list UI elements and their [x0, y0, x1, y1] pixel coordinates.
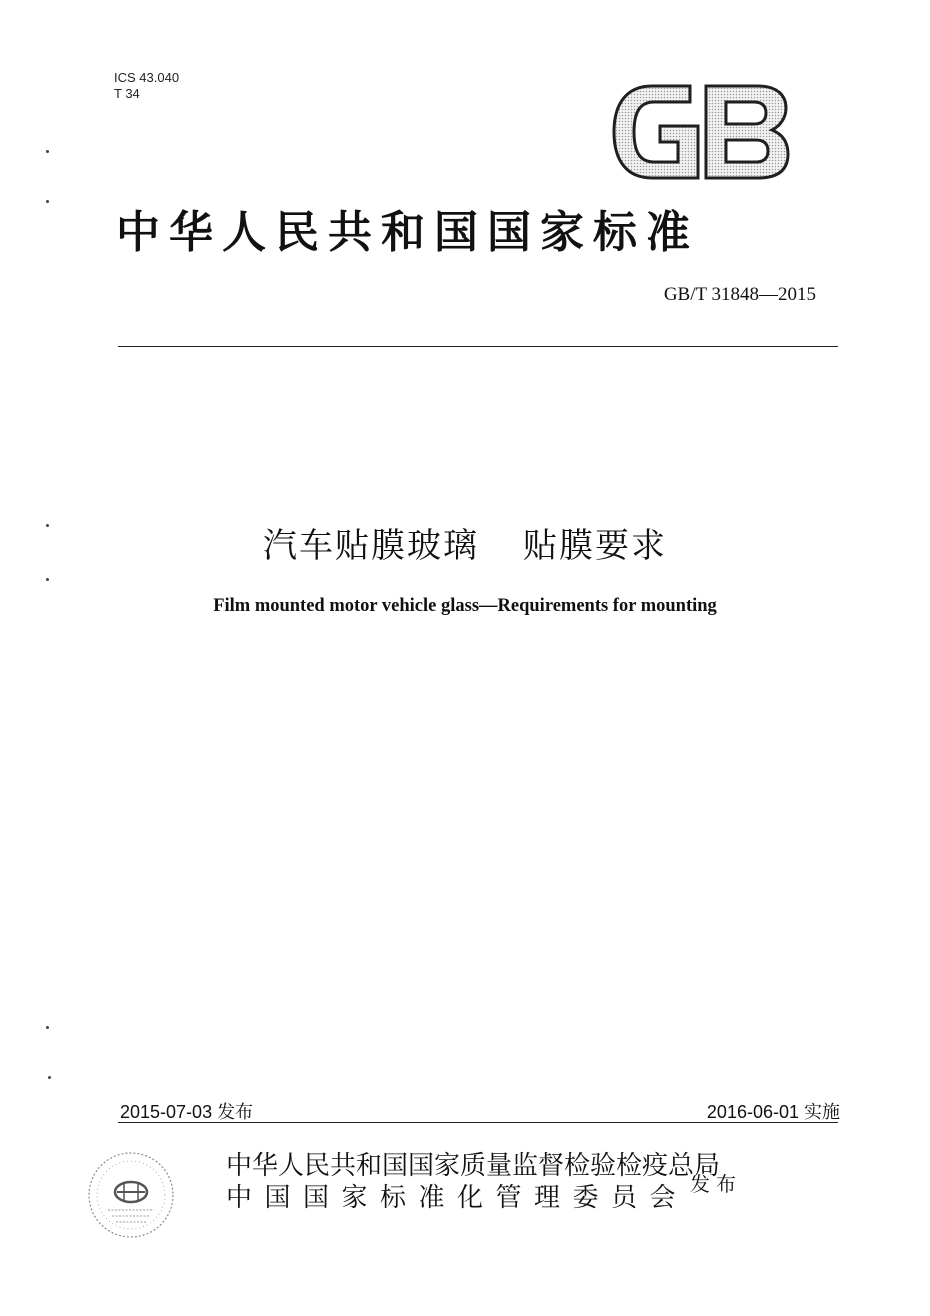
scan-speck [46, 524, 49, 527]
category-code: T 34 [114, 86, 140, 101]
english-title: Film mounted motor vehicle glass—Requirements for mounting [213, 596, 717, 616]
bottom-divider [118, 1122, 838, 1123]
main-title: 中华人民共和国国家标准 [116, 207, 699, 258]
top-divider [118, 346, 838, 347]
standard-number: GB/T 31848—2015 [663, 284, 816, 305]
chinese-title-part2: 贴膜要求 [523, 526, 667, 566]
issuing-authorities [226, 1150, 720, 1214]
issue-date: 2015-07-03 发布 [120, 1102, 254, 1122]
scan-speck [46, 200, 49, 203]
ics-code: ICS 43.040 [114, 70, 180, 85]
seal-stamp-icon [86, 1150, 176, 1240]
chinese-title [0, 518, 930, 567]
classification-block [114, 70, 179, 102]
publish-label: 发布 [690, 1172, 742, 1196]
issuer-line-1: 中华人民共和国国家质量监督检验检疫总局 [226, 1151, 721, 1181]
scan-speck [46, 1026, 49, 1029]
scan-speck [46, 578, 49, 581]
issuer-line-2: 中国国家标准化管理委员会 [226, 1183, 689, 1213]
gb-logo-icon [612, 84, 790, 180]
implementation-date: 2016-06-01 实施 [706, 1102, 840, 1122]
scan-speck [48, 1076, 51, 1079]
scan-speck [46, 150, 49, 153]
chinese-title-part1: 汽车贴膜玻璃 [263, 526, 479, 566]
